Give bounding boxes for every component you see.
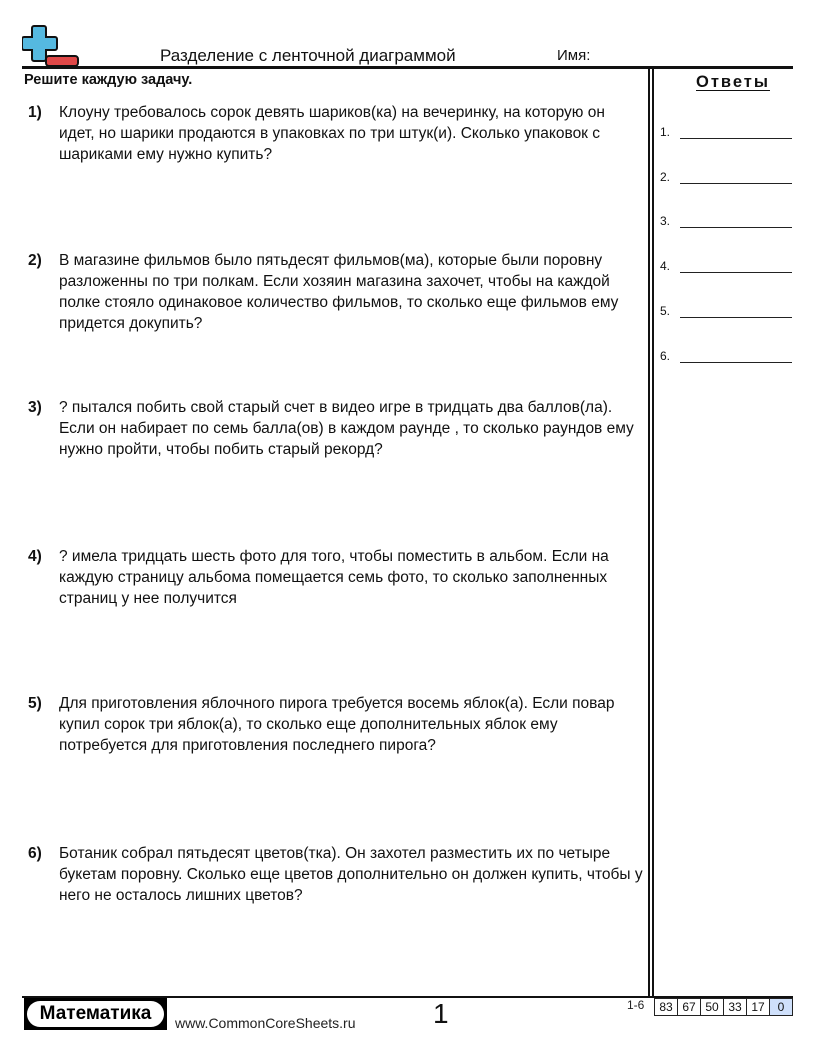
answer-label: 3. [660,214,671,228]
answer-label: 5. [660,304,671,318]
answer-label: 1. [660,125,671,139]
answer-field-1[interactable] [660,119,792,139]
column-divider [648,66,650,998]
problem-text: ? пытался побить свой старый счет в видео игре в тридцать два баллов(ла). Если он набирает по семь балла(ов) в каждом раунде , то сколько раундов ему нужно пройти, чтобы побить старый рекорд? [59,399,634,458]
problem-number: 5) [28,695,42,712]
score-table [655,998,793,1016]
answer-field-4[interactable] [660,253,792,273]
column-divider [652,66,654,998]
name-field-label: Имя: [557,47,591,64]
answer-field-3[interactable] [660,208,792,228]
problem-number: 4) [28,548,42,565]
answer-line[interactable] [680,362,792,364]
score-cell: 83 [654,998,678,1016]
answer-line[interactable] [680,317,792,319]
score-cell: 50 [700,998,724,1016]
answer-field-5[interactable] [660,298,792,318]
score-range: 1-6 [627,998,645,1012]
site-url: www.CommonCoreSheets.ru [175,1015,356,1031]
score-cell: 17 [746,998,770,1016]
score-cell: 33 [723,998,747,1016]
brand-badge [24,998,167,1030]
score-cell-highlighted: 0 [769,998,793,1016]
problem-text: Ботаник собрал пятьдесят цветов(тка). Он захотел разместить их по четыре букетам поровну. Сколько еще цветов дополнительно он должен купить, чтобы у него не осталось лишних цветов? [59,845,643,904]
problem-text: Для приготовления яблочного пирога требуется восемь яблок(а). Если повар купил сорок три яблок(а), то сколько еще дополнительных яблок ему потребуется для приготовления последнего пирога? [59,695,615,754]
problem-3 [24,397,644,460]
instructions: Решите каждую задачу. [24,72,193,88]
answers-heading: Ответы [696,73,770,91]
answer-line[interactable] [680,272,792,274]
problem-text: В магазине фильмов было пятьдесят фильмов(ма), которые были поровну разложенны по три полкам. Если хозяин магазина захочет, чтобы на каждой полке стояло одинаковое количество фильмов, то сколько еще фильмов ему придется докупить? [59,252,619,332]
score-cell: 67 [677,998,701,1016]
math-logo-icon [22,24,80,68]
problem-text: Клоуну требовалось сорок девять шариков(ка) на вечеринку, на которую он идет, но шарики продаются в упаковках по три штук(и). Сколько упаковок с шариками ему нужно купить? [59,104,605,163]
problem-number: 2) [28,252,42,269]
problem-6 [24,843,644,906]
answer-line[interactable] [680,138,792,140]
problem-number: 3) [28,399,42,416]
answer-line[interactable] [680,227,792,229]
problem-4 [24,546,644,609]
answer-field-6[interactable] [660,343,792,363]
worksheet-title: Разделение с ленточной диаграммой [160,46,456,65]
answer-field-2[interactable] [660,164,792,184]
problem-text: ? имела тридцать шесть фото для того, чтобы поместить в альбом. Если на каждую страницу альбома помещается семь фото, то сколько заполненных страниц у нее получится [59,548,609,607]
answer-label: 6. [660,349,671,363]
problem-1 [24,102,644,165]
page-number: 1 [433,998,449,1029]
answer-label: 2. [660,170,671,184]
answer-line[interactable] [680,183,792,185]
problem-number: 6) [28,845,42,862]
answer-label: 4. [660,259,671,273]
problem-2 [24,250,644,334]
brand-label: Математика [27,1001,164,1027]
problem-5 [24,693,644,756]
problem-number: 1) [28,104,42,121]
header-divider [22,66,793,69]
